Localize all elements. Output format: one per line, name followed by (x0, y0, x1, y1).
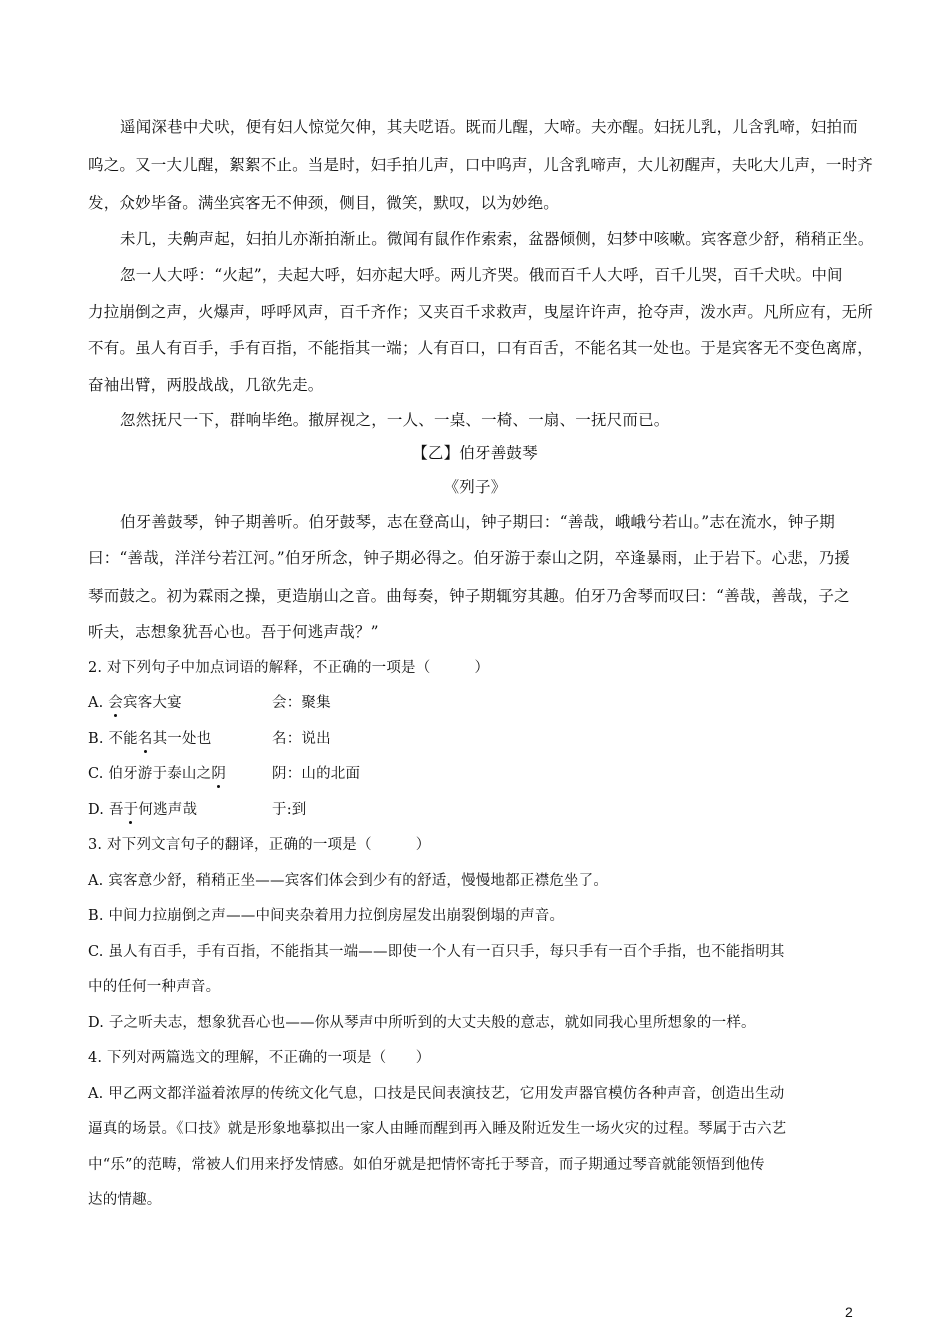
option-text-pre: 吾 (108, 802, 124, 818)
question-2-stem: 2. 对下列句子中加点词语的解释，不正确的一项是（ ） (88, 660, 490, 676)
passage-b-line: 曰：“善哉，洋洋兮若江河。”伯牙所念，钟子期必得之。伯牙游于泰山之阴，卒逢暴雨，止于岩下。心悲，乃援 (88, 549, 851, 567)
passage-b-title: 【乙】伯牙善鼓琴 (412, 444, 538, 462)
question-4-option-a: A. 甲乙两文都洋溢着浓厚的传统文化气息，口技是民间表演技艺，它用发声器官模仿各种声音，创造出生动 (88, 1086, 785, 1102)
question-2-gloss-a: 会：聚集 (272, 695, 331, 711)
passage-b-line: 听夫，志想象犹吾心也。吾于何逃声哉？” (88, 623, 379, 641)
option-label: C. (88, 766, 104, 782)
question-3-option-c: C. 虽人有百手，手有百指，不能指其一端——即使一个人有一百只手，每只手有一百个手指，也不能指明其 (88, 944, 785, 960)
dotted-word: 名 (137, 731, 153, 747)
dotted-word: 阴 (211, 766, 227, 782)
passage-a-line: 奋袖出臂，两股战战，几欲先走。 (88, 376, 324, 394)
question-4-option-a-cont: 达的情趣。 (88, 1192, 162, 1208)
passage-a-line: 忽然抚尺一下，群响毕绝。撤屏视之，一人、一桌、一椅、一扇、一抚尺而已。 (120, 411, 670, 429)
passage-b-line: 琴而鼓之。初为霖雨之操，更造崩山之音。曲每奏，钟子期辄穷其趣。伯牙乃舍琴而叹曰：“善哉，善哉，子之 (88, 587, 850, 605)
question-4-option-a-cont: 逼真的场景。《口技》就是形象地摹拟出一家人由睡而醒到再入睡及附近发生一场火灾的过程。琴属于古六艺 (88, 1121, 787, 1137)
question-2-gloss-b: 名：说出 (272, 731, 331, 747)
option-text-post: 其一处也 (152, 731, 212, 747)
option-label: D. (88, 802, 105, 818)
passage-b-source: 《列子》 (443, 478, 507, 496)
question-2-option-d (88, 800, 197, 820)
question-2-option-b (88, 729, 211, 749)
question-2-gloss-c: 阴：山的北面 (272, 766, 361, 782)
option-text-post: 何逃声哉 (138, 802, 198, 818)
question-4-stem: 4. 下列对两篇选文的理解，不正确的一项是（ ） (88, 1050, 431, 1066)
option-label: B. (88, 731, 104, 747)
question-3-option-d: D. 子之听夫志，想象犹吾心也——你从琴声中所听到的大丈夫般的意志，就如同我心里所想象的一样。 (88, 1015, 756, 1031)
passage-a-line: 未几，夫齁声起，妇拍儿亦渐拍渐止。微闻有鼠作作索索，盆器倾侧，妇梦中咳嗽。宾客意少舒，稍稍正坐。 (120, 230, 874, 248)
option-label: A. (88, 695, 104, 711)
option-text-post: 宾客大宴 (123, 695, 182, 711)
passage-a-line: 遥闻深巷中犬吠，便有妇人惊觉欠伸，其夫呓语。既而儿醒，大啼。夫亦醒。妇抚儿乳，儿含乳啼，妇拍而 (120, 118, 858, 136)
question-3-option-b: B. 中间力拉崩倒之声——中间夹杂着用力拉倒房屋发出崩裂倒塌的声音。 (88, 908, 565, 924)
passage-b-line: 伯牙善鼓琴，钟子期善听。伯牙鼓琴，志在登高山，钟子期曰：“善哉，峨峨兮若山。”志在流水，钟子期 (120, 513, 836, 531)
passage-a-line: 力拉崩倒之声，火爆声，呼呼风声，百千齐作；又夹百千求救声，曳屋许许声，抢夺声，泼水声。凡所应有，无所 (88, 303, 874, 321)
question-2-option-c (88, 764, 226, 784)
passage-a-line: 发，众妙毕备。满坐宾客无不伸颈，侧目，微笑，默叹，以为妙绝。 (88, 194, 560, 212)
option-text-pre: 伯牙游于泰山之 (108, 766, 212, 782)
question-3-option-a: A. 宾客意少舒，稍稍正坐——宾客们体会到少有的舒适，慢慢地都正襟危坐了。 (88, 873, 609, 889)
question-2-option-a (88, 693, 182, 713)
page-number: 2 (845, 1304, 853, 1320)
option-text-pre: 不能 (108, 731, 138, 747)
question-4-option-a-cont: 中“乐”的范畴，常被人们用来抒发情感。如伯牙就是把情怀寄托于琴音，而子期通过琴音就能领悟到他传 (88, 1157, 765, 1173)
dotted-word: 会 (108, 695, 123, 711)
question-2-gloss-d: 于:到 (272, 802, 307, 818)
question-3-stem: 3. 对下列文言句子的翻译，正确的一项是（ ） (88, 837, 431, 853)
passage-a-line: 呜之。又一大儿醒，絮絮不止。当是时，妇手拍儿声，口中呜声，儿含乳啼声，大儿初醒声，夫叱大儿声，一时齐 (88, 156, 874, 174)
dotted-word: 于 (123, 802, 139, 818)
passage-a-line: 不有。虽人有百手，手有百指，不能指其一端；人有百口，口有百舌，不能名其一处也。于是宾客无不变色离席， (88, 339, 874, 357)
passage-a-line: 忽一人大呼：“火起”，夫起大呼，妇亦起大呼。两儿齐哭。俄而百千人大呼，百千儿哭，百千犬吠。中间 (120, 266, 843, 284)
question-3-option-c-cont: 中的任何一种声音。 (88, 979, 221, 995)
